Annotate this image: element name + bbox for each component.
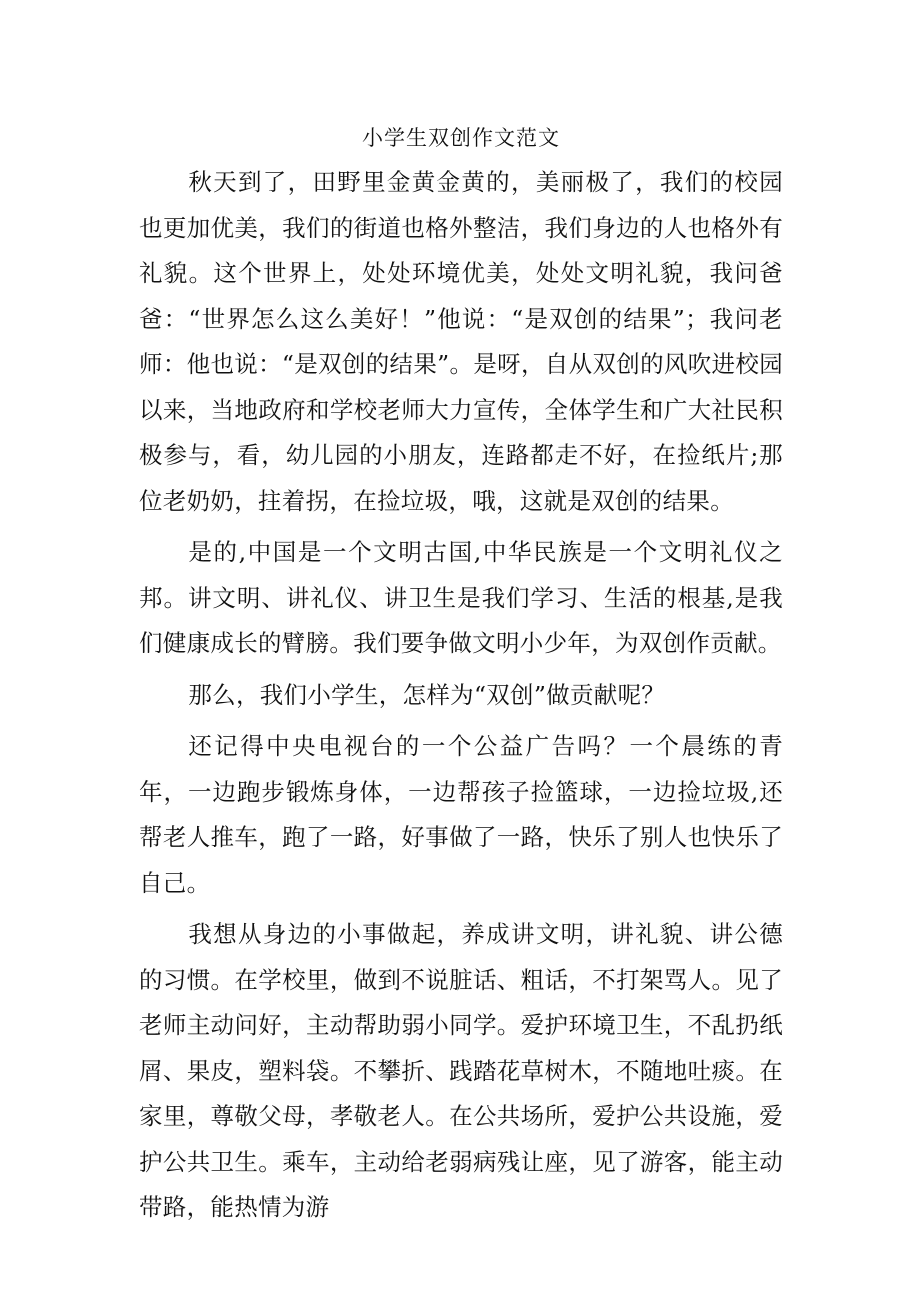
paragraph-4: 还记得中央电视台的一个公益广告吗？一个晨练的青年，一边跑步锻炼身体，一边帮孩子捡篮球，一边捡垃圾,还帮老人推车，跑了一路，好事做了一路，快乐了别人也快乐了自己。: [139, 732, 783, 897]
document-title: 小学生双创作文范文: [362, 126, 560, 150]
paragraph-2: 是的,中国是一个文明古国,中华民族是一个文明礼仪之邦。讲文明、讲礼仪、讲卫生是我们学习、生活的根基,是我们健康成长的臂膀。我们要争做文明小少年，为双创作贡献。: [139, 538, 783, 657]
paragraph-1: 秋天到了，田野里金黄金黄的，美丽极了，我们的校园也更加优美，我们的街道也格外整洁，我们身边的人也格外有礼貌。这个世界上，处处环境优美，处处文明礼貌，我问爸爸：“世界怎么这么美好！”他说：“是双创的结果”；我问老师：他也说：“是双创的结果”。是呀，自从双创的风吹进校园以来，当地政府和学校老师大力宣传，全体学生和广大社民积极参与，看，幼儿园的小朋友，连路都走不好，在捡纸片;那位老奶奶，拄着拐，在捡垃圾，哦，这就是双创的结果。: [139, 168, 783, 515]
paragraph-3: 那么，我们小学生，怎样为“双创”做贡献呢？: [188, 680, 666, 709]
document-page: [139, 120, 783, 1237]
paragraph-5: 我想从身边的小事做起，养成讲文明，讲礼貌、讲公德的习惯。在学校里，做到不说脏话、粗话，不打架骂人。见了老师主动问好，主动帮助弱小同学。爱护环境卫生，不乱扔纸屑、果皮，塑料袋。不攀折、践踏花草树木，不随地吐痰。在家里，尊敬父母，孝敬老人。在公共场所，爱护公共设施，爱护公共卫生。乘车，主动给老弱病残让座，见了游客，能主动带路，能热情为游: [139, 920, 783, 1221]
